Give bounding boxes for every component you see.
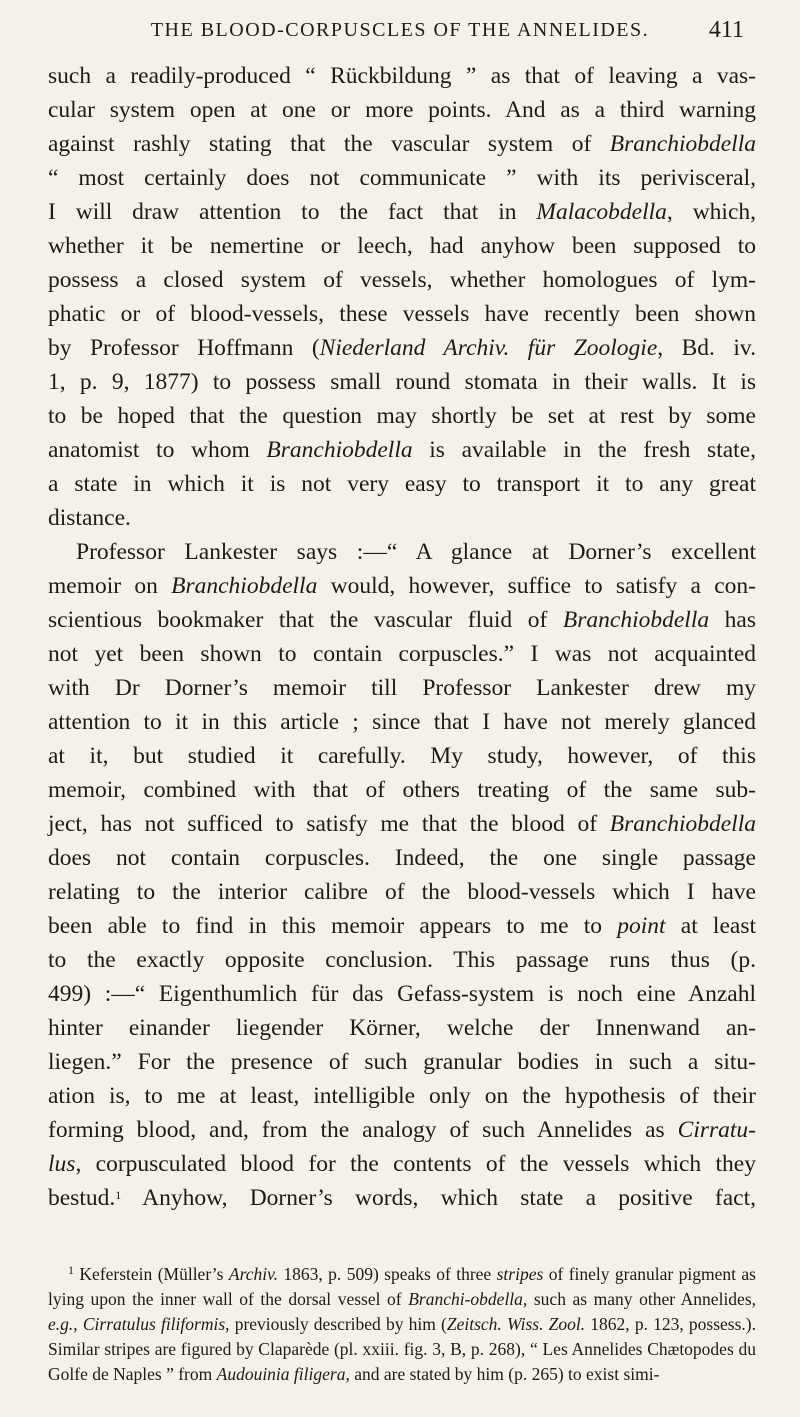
taxon-name: Branchiobdella: [562, 607, 710, 633]
text-run: against rashly stating that the vascular system of: [48, 131, 610, 157]
page-header: [0, 10, 800, 50]
text-run: Zeitsch. Wiss. Zool.: [446, 1314, 586, 1334]
text-run: ,: [73, 1314, 83, 1334]
text-run: memoir, combined with that of others treating of the same sub-: [48, 777, 756, 803]
text-run: at least: [665, 913, 756, 939]
text-run: relating to the interior calibre of the blood-vessels which I have: [48, 879, 756, 905]
running-head: THE BLOOD-CORPUSCLES OF THE ANNELIDES.: [150, 19, 650, 41]
page-number: 411: [708, 17, 744, 43]
text-run: , and are stated by him (p. 265) to exist simi-: [345, 1364, 660, 1384]
text-run: Archiv.: [228, 1264, 278, 1284]
taxon-name: Branchiobdella: [266, 437, 413, 463]
text-run: hinter einander liegender Körner, welche der Innenwand an-: [48, 1015, 756, 1041]
text-line: [48, 365, 756, 399]
text-line: [48, 433, 756, 467]
text-line: [48, 1045, 756, 1079]
text-run: has: [709, 607, 757, 633]
text-run: distance.: [48, 505, 131, 531]
text-line: [48, 399, 756, 433]
text-run: bestud.: [48, 1185, 116, 1211]
text-run: a state in which it is not very easy to transport it to any great: [48, 471, 756, 497]
text-run: 499) :—“ Eigenthumlich für das Gefass-system is noch eine Anzahl: [48, 981, 756, 1007]
text-run: would, however, suffice to satisfy a con-: [317, 573, 756, 599]
text-line: [48, 263, 756, 297]
text-run: such a readily-produced “ Rückbildung ” as that of leaving a vas-: [48, 63, 756, 89]
text-line: [48, 93, 756, 127]
text-run: Cirratulus filiformis: [82, 1314, 226, 1334]
text-run: to be hoped that the question may shortly be set at rest by some: [48, 403, 756, 429]
text-run: at it, but studied it carefully. My study, however, of this: [48, 743, 756, 769]
text-run: phatic or of blood-vessels, these vessels have recently been shown: [48, 301, 756, 327]
text-run: Branchi-obdella: [408, 1289, 523, 1309]
footnote: [48, 1262, 756, 1387]
text-run: ject, has not sufficed to satisfy me that the blood of: [48, 811, 610, 837]
text-line: [48, 1113, 756, 1147]
text-run: 1863, p. 509) speaks of three: [277, 1264, 497, 1284]
text-line: [48, 229, 756, 263]
text-line: [48, 59, 756, 93]
text-line: [48, 739, 756, 773]
text-line: [48, 637, 756, 671]
footnote-ref: 1: [115, 1188, 122, 1202]
text-line: [48, 501, 756, 535]
text-run: memoir on: [48, 573, 172, 599]
text-run: attention to it in this article ; since that I have not merely glanced: [48, 709, 756, 735]
text-run: 1, p. 9, 1877) to possess small round stomata in their walls. It is: [48, 369, 756, 395]
taxon-name: Branchiobdella: [609, 811, 756, 837]
text-line: [48, 1079, 756, 1113]
text-line: [48, 807, 756, 841]
text-run: been able to find in this memoir appears to me to: [48, 913, 618, 939]
text-run: anatomist to whom: [48, 437, 267, 463]
body-text: [48, 59, 756, 1215]
text-line: [48, 603, 756, 637]
text-line: [48, 705, 756, 739]
text-line: [48, 297, 756, 331]
text-run: to the exactly opposite conclusion. This passage runs thus (p.: [48, 947, 756, 973]
text-line: [48, 569, 756, 603]
text-run: , such as many other Annelides,: [522, 1289, 757, 1309]
journal-title: Niederland Archiv. für Zoologie: [319, 335, 658, 361]
text-run: , previously described by him (: [225, 1314, 447, 1334]
text-line: [48, 875, 756, 909]
text-line: [48, 841, 756, 875]
text-run: liegen.” For the presence of such granular bodies in such a situ-: [48, 1049, 756, 1075]
text-line: [48, 1181, 756, 1215]
text-line: [48, 535, 756, 569]
text-run: Professor Lankester says :—“ A glance at Dorner’s excellent: [76, 539, 756, 565]
text-run: scientious bookmaker that the vascular fluid of: [48, 607, 563, 633]
text-line: [48, 773, 756, 807]
text-run: with Dr Dorner’s memoir till Professor Lankester drew my: [48, 675, 756, 701]
text-run: Keferstein (Müller’s: [74, 1264, 229, 1284]
text-run: “ most certainly does not communicate ” with its perivisceral,: [48, 165, 756, 191]
text-run: of finely granular pigment as lying upon the inner wall of the dorsal vessel of: [48, 1264, 756, 1309]
taxon-name: Branchiobdella: [609, 131, 756, 157]
text-run: by Professor Hoffmann (: [48, 335, 320, 361]
taxon-name: Branchiobdella: [171, 573, 318, 599]
text-run: , which,: [666, 199, 756, 225]
text-line: [48, 1011, 756, 1045]
text-line: [48, 1147, 756, 1181]
text-run: , corpusculated blood for the contents of the vessels which they: [75, 1151, 756, 1177]
text-run: cular system open at one or more points. And as a third warning: [48, 97, 756, 123]
text-run: Anyhow, Dorner’s words, which state a positive fact,: [121, 1185, 756, 1211]
emphasis: point: [617, 913, 666, 939]
text-line: [48, 943, 756, 977]
text-run: whether it be nemertine or leech, had anyhow been supposed to: [48, 233, 756, 259]
footnote-marker: 1: [68, 1263, 74, 1277]
text-run: forming blood, and, from the analogy of such Annelides as: [48, 1117, 678, 1143]
text-run: does not contain corpuscles. Indeed, the one single passage: [48, 845, 756, 871]
text-run: I will draw attention to the fact that in: [48, 199, 537, 225]
text-line: [48, 977, 756, 1011]
text-run: , Bd. iv.: [657, 335, 756, 361]
text-run: stripes: [496, 1264, 544, 1284]
text-line: [48, 127, 756, 161]
taxon-name: lus: [48, 1151, 76, 1177]
text-line: [48, 331, 756, 365]
text-run: 1862, p. 123, possess.). Similar stripes are figured by Claparède (pl. xxiii. fig. 3, B, p. 268), “ Les Annelides Chætopodes du Golfe de Naples ” from: [48, 1314, 757, 1384]
text-run: e.g.: [48, 1314, 74, 1334]
taxon-name: Malacobdella: [536, 199, 667, 225]
taxon-name: Cirratu-: [677, 1117, 756, 1143]
text-line: [48, 671, 756, 705]
text-run: possess a closed system of vessels, whether homologues of lym-: [48, 267, 756, 293]
text-line: [48, 467, 756, 501]
text-line: [48, 195, 756, 229]
text-run: is available in the fresh state,: [412, 437, 756, 463]
text-run: not yet been shown to contain corpuscles.” I was not acquainted: [48, 641, 756, 667]
footnote-text: [48, 1262, 756, 1387]
text-run: ation is, to me at least, intelligible only on the hypothesis of their: [48, 1083, 756, 1109]
text-line: [48, 161, 756, 195]
text-run: Audouinia filigera: [216, 1364, 346, 1384]
text-line: [48, 909, 756, 943]
